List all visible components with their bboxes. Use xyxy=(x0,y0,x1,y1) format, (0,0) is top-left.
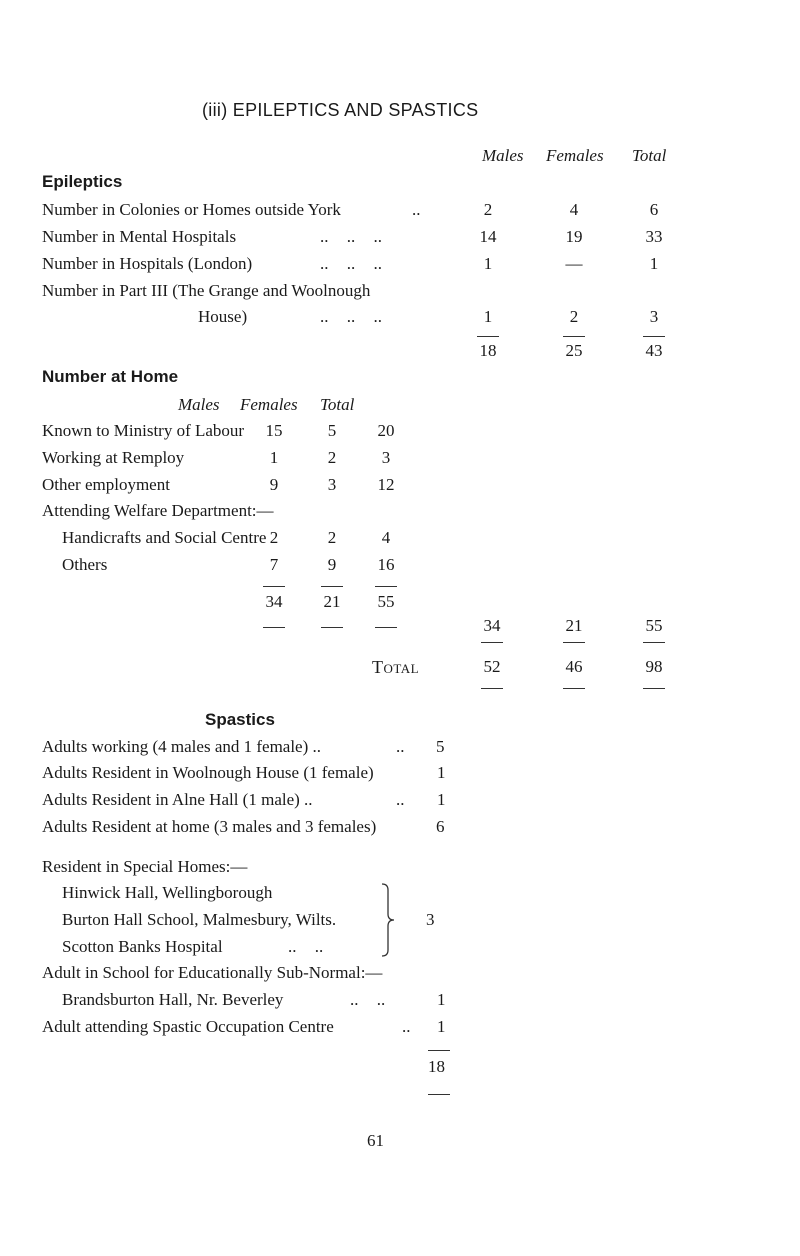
value-females: 5 xyxy=(327,421,337,440)
home-subtotal-males: 34 xyxy=(265,592,283,611)
row-label: Brandsburton Hall, Nr. Beverley xyxy=(62,990,284,1009)
rule xyxy=(321,586,343,587)
subtotal-females: 25 xyxy=(565,341,583,360)
value-males: 7 xyxy=(269,555,279,574)
leader-dots: .. .. .. xyxy=(320,227,382,246)
row-label: Adults working (4 males and 1 female) .. xyxy=(42,737,322,756)
leader-dots: .. xyxy=(402,1017,411,1036)
rule xyxy=(321,627,343,628)
home-header-total: Total xyxy=(320,395,355,414)
rule xyxy=(375,627,397,628)
row-label: Handicrafts and Social Centre xyxy=(62,528,267,547)
spastics-total: 18 xyxy=(428,1057,445,1076)
home-header-males: Males xyxy=(178,395,220,414)
section-heading-home: Number at Home xyxy=(42,367,179,386)
rule xyxy=(428,1094,450,1095)
row-value: 1 xyxy=(437,990,446,1009)
special-home-item: Hinwick Hall, Wellingborough xyxy=(62,883,273,902)
row-value: 5 xyxy=(436,737,445,756)
home-header-females: Females xyxy=(240,395,298,414)
grand-total-label: Total xyxy=(372,657,420,677)
value-males: 1 xyxy=(269,448,279,467)
row-value: 6 xyxy=(436,817,445,836)
row-value: 1 xyxy=(437,1017,446,1036)
leader-dots: .. xyxy=(396,790,405,809)
rule xyxy=(563,688,585,689)
row-value: 1 xyxy=(437,763,446,782)
rule xyxy=(428,1050,450,1051)
value-males: 2 xyxy=(483,200,493,219)
page-title: (iii) EPILEPTICS AND SPASTICS xyxy=(202,100,479,120)
value-males: 9 xyxy=(269,475,279,494)
rule xyxy=(477,336,499,337)
carried-males: 34 xyxy=(483,616,501,635)
leader-dots: .. .. .. xyxy=(320,307,382,326)
section-heading-epileptics: Epileptics xyxy=(42,172,123,191)
header-males: Males xyxy=(482,146,524,165)
rule xyxy=(263,586,285,587)
value-total: 3 xyxy=(381,448,391,467)
value-females: 9 xyxy=(327,555,337,574)
leader-dots: .. .. xyxy=(288,937,324,956)
row-label: Working at Remploy xyxy=(42,448,185,467)
value-total: 1 xyxy=(649,254,659,273)
grand-total-total: 98 xyxy=(645,657,663,676)
value-total: 6 xyxy=(649,200,659,219)
row-label: Number in Colonies or Homes outside York xyxy=(42,200,341,219)
carried-total: 55 xyxy=(645,616,663,635)
row-label: Number in Hospitals (London) xyxy=(42,254,253,273)
section-heading-spastics: Spastics xyxy=(205,710,275,729)
row-label: Number in Mental Hospitals xyxy=(42,227,237,246)
leader-dots: .. .. .. xyxy=(320,254,382,273)
row-label: Adults Resident at home (3 males and 3 females) xyxy=(42,817,377,836)
value-females: 19 xyxy=(565,227,583,246)
carried-females: 21 xyxy=(565,616,583,635)
rule xyxy=(481,642,503,643)
leader-dots: .. xyxy=(412,200,421,219)
grand-total-males: 52 xyxy=(483,657,501,676)
value-females: 4 xyxy=(569,200,579,219)
value-males: 1 xyxy=(483,254,493,273)
header-total: Total xyxy=(632,146,667,165)
brace-icon xyxy=(380,882,396,958)
special-homes-value: 3 xyxy=(426,910,435,929)
value-females: 2 xyxy=(327,448,337,467)
subtotal-total: 43 xyxy=(645,341,663,360)
rule xyxy=(481,688,503,689)
school-label: Adult in School for Educationally Sub-Normal:— xyxy=(42,963,383,982)
special-homes-label: Resident in Special Homes:— xyxy=(42,857,248,876)
row-label: Adult attending Spastic Occupation Centre xyxy=(42,1017,334,1036)
rule xyxy=(643,642,665,643)
value-females: 2 xyxy=(327,528,337,547)
row-label: House) xyxy=(198,307,248,326)
value-total: 12 xyxy=(377,475,395,494)
rule xyxy=(563,336,585,337)
row-label: Attending Welfare Department:— xyxy=(42,501,274,520)
value-total: 33 xyxy=(645,227,663,246)
row-label: Number in Part III (The Grange and Woolnough xyxy=(42,281,371,300)
value-total: 4 xyxy=(381,528,391,547)
value-females: — xyxy=(565,254,583,273)
value-males: 2 xyxy=(269,528,279,547)
row-label: Known to Ministry of Labour xyxy=(42,421,245,440)
subtotal-males: 18 xyxy=(479,341,497,360)
special-home-item: Burton Hall School, Malmesbury, Wilts. xyxy=(62,910,337,929)
header-females: Females xyxy=(546,146,604,165)
value-total: 16 xyxy=(377,555,395,574)
value-females: 2 xyxy=(569,307,579,326)
value-females: 3 xyxy=(327,475,337,494)
page-number: 61 xyxy=(367,1131,384,1150)
rule xyxy=(263,627,285,628)
value-males: 14 xyxy=(479,227,497,246)
row-label: Others xyxy=(62,555,108,574)
row-value: 1 xyxy=(437,790,446,809)
value-total: 3 xyxy=(649,307,659,326)
value-males: 15 xyxy=(265,421,283,440)
value-total: 20 xyxy=(377,421,395,440)
home-subtotal-total: 55 xyxy=(377,592,395,611)
special-home-item: Scotton Banks Hospital xyxy=(62,937,223,956)
rule xyxy=(375,586,397,587)
value-males: 1 xyxy=(483,307,493,326)
row-label: Adults Resident in Alne Hall (1 male) .. xyxy=(42,790,313,809)
grand-total-females: 46 xyxy=(565,657,583,676)
leader-dots: .. .. xyxy=(350,990,386,1009)
row-label: Other employment xyxy=(42,475,170,494)
rule xyxy=(643,336,665,337)
rule xyxy=(643,688,665,689)
rule xyxy=(563,642,585,643)
home-subtotal-females: 21 xyxy=(323,592,341,611)
row-label: Adults Resident in Woolnough House (1 female) xyxy=(42,763,374,782)
leader-dots: .. xyxy=(396,737,405,756)
